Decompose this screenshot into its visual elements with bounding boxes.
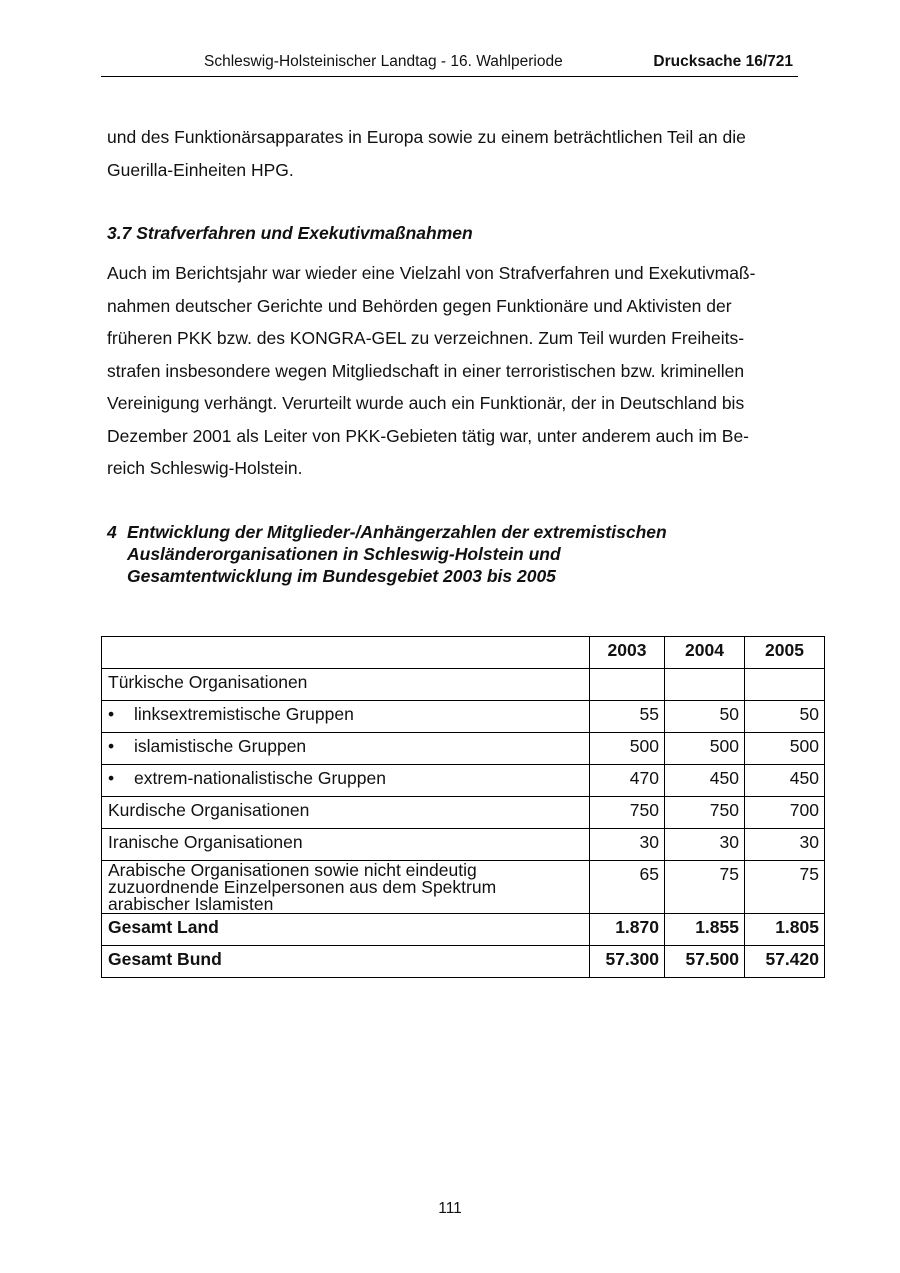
text-line: Dezember 2001 als Leiter von PKK-Gebieten tätig war, unter anderem auch im Be- xyxy=(107,425,750,446)
chapter-heading-line: Entwicklung der Mitglieder-/Anhängerzahlen der extremistischen xyxy=(127,522,667,542)
row-label-line: Arabische Organisationen sowie nicht eindeutig xyxy=(108,860,477,880)
section-heading-3-7: 3.7 Strafverfahren und Exekutivmaßnahmen xyxy=(107,223,473,243)
text-line: Guerilla-Einheiten HPG. xyxy=(107,159,294,180)
value-cell: 500 xyxy=(590,733,665,765)
table-row xyxy=(102,797,825,829)
value-cell: 75 xyxy=(665,861,745,914)
chapter-number: 4 xyxy=(107,522,117,542)
value-cell: 57.420 xyxy=(745,946,825,978)
value-cell: 750 xyxy=(590,797,665,829)
row-label xyxy=(102,765,590,797)
value-cell: 30 xyxy=(590,829,665,861)
value-cell: 65 xyxy=(590,861,665,914)
document-number: Drucksache 16/721 xyxy=(653,53,793,70)
row-label: Gesamt Bund xyxy=(102,946,590,978)
text-line: reich Schleswig-Holstein. xyxy=(107,458,303,478)
page-number: 111 xyxy=(438,1200,462,1217)
value-cell: 1.870 xyxy=(590,914,665,946)
row-label-text: extrem-nationalistische Gruppen xyxy=(134,768,386,788)
total-row-bund xyxy=(102,946,825,978)
value-cell: 30 xyxy=(745,829,825,861)
table-row xyxy=(102,733,825,765)
value-cell: 75 xyxy=(745,861,825,914)
membership-table xyxy=(101,636,825,978)
bullet: • xyxy=(108,736,115,756)
chapter-heading-line: Ausländerorganisationen in Schleswig-Holstein und xyxy=(127,544,561,564)
value-cell: 50 xyxy=(665,701,745,733)
text-line: nahmen deutscher Gerichte und Behörden gegen Funktionäre und Aktivisten der xyxy=(107,295,732,316)
value-cell xyxy=(590,669,665,701)
row-label xyxy=(102,861,590,914)
intro-paragraph xyxy=(107,121,797,186)
chapter-heading-line: Gesamtentwicklung im Bundesgebiet 2003 bis 2005 xyxy=(127,566,556,586)
year-header: 2003 xyxy=(590,637,665,669)
row-label: Iranische Organisationen xyxy=(102,829,590,861)
year-header: 2004 xyxy=(665,637,745,669)
value-cell: 1.805 xyxy=(745,914,825,946)
row-label-text: linksextremistische Gruppen xyxy=(134,704,354,724)
text-line: früheren PKK bzw. des KONGRA-GEL zu verzeichnen. Zum Teil wurden Freiheits- xyxy=(107,328,745,348)
row-label: Türkische Organisationen xyxy=(102,669,590,701)
total-row-land xyxy=(102,914,825,946)
text-line: strafen insbesondere wegen Mitgliedschaft in einer terroristischen bzw. kriminellen xyxy=(107,360,745,381)
row-label: Gesamt Land xyxy=(102,914,590,946)
table-row xyxy=(102,669,825,701)
table-row xyxy=(102,829,825,861)
value-cell: 500 xyxy=(745,733,825,765)
row-label-text: islamistische Gruppen xyxy=(134,736,307,756)
text-line: Auch im Berichtsjahr war wieder eine Vielzahl von Strafverfahren und Exekutivmaß- xyxy=(107,263,756,283)
value-cell: 470 xyxy=(590,765,665,797)
table-row xyxy=(102,701,825,733)
value-cell xyxy=(665,669,745,701)
value-cell: 700 xyxy=(745,797,825,829)
value-cell: 55 xyxy=(590,701,665,733)
text-line: und des Funktionärsapparates in Europa sowie zu einem beträchtlichen Teil an die xyxy=(107,127,746,147)
page-header xyxy=(101,52,798,77)
row-label xyxy=(102,733,590,765)
table-row xyxy=(102,765,825,797)
value-cell: 50 xyxy=(745,701,825,733)
bullet: • xyxy=(108,768,115,788)
text-line: Vereinigung verhängt. Verurteilt wurde auch ein Funktionär, der in Deutschland bis xyxy=(107,393,745,413)
row-label: Kurdische Organisationen xyxy=(102,797,590,829)
header-title: Schleswig-Holsteinischer Landtag - 16. Wahlperiode xyxy=(204,53,563,70)
value-cell: 450 xyxy=(745,765,825,797)
table-row xyxy=(102,861,825,914)
bullet: • xyxy=(108,704,115,724)
value-cell: 1.855 xyxy=(665,914,745,946)
row-label xyxy=(102,701,590,733)
row-label-line: zuzuordnende Einzelpersonen aus dem Spektrum xyxy=(108,877,497,897)
value-cell: 450 xyxy=(665,765,745,797)
section-3-7-paragraph xyxy=(107,257,797,485)
year-header: 2005 xyxy=(745,637,825,669)
table-header-row xyxy=(102,637,825,669)
value-cell xyxy=(745,669,825,701)
value-cell: 57.300 xyxy=(590,946,665,978)
header-empty-cell xyxy=(102,637,590,669)
value-cell: 57.500 xyxy=(665,946,745,978)
value-cell: 500 xyxy=(665,733,745,765)
value-cell: 750 xyxy=(665,797,745,829)
value-cell: 30 xyxy=(665,829,745,861)
row-label-line: arabischer Islamisten xyxy=(108,894,274,914)
